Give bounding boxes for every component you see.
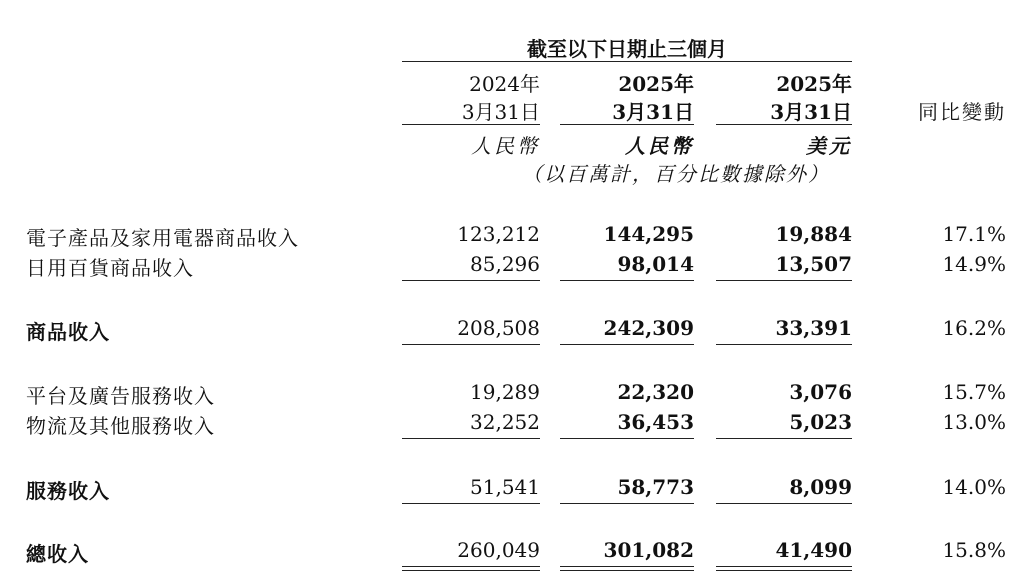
yoy-change-header: 同比變動 <box>918 100 1006 124</box>
cell-2025-rmb: 301,082 <box>603 538 694 562</box>
subtotal-rule <box>402 438 540 439</box>
cell-2024: 260,049 <box>457 538 540 562</box>
period-title: 截至以下日期止三個月 <box>527 37 727 61</box>
col-2025-usd-rule <box>716 124 852 125</box>
col-2025-usd-year: 2025年 <box>776 72 852 96</box>
cell-2025-rmb: 242,309 <box>603 316 694 340</box>
cell-2025-usd: 41,490 <box>775 538 852 562</box>
col-2025-usd-currency: 美元 <box>806 134 852 158</box>
cell-yoy: 14.0% <box>942 475 1006 499</box>
cell-yoy: 15.7% <box>942 380 1006 404</box>
row-label-logistics: 物流及其他服務收入 <box>26 414 215 438</box>
subtotal-rule <box>716 344 852 345</box>
cell-2024: 19,289 <box>470 380 540 404</box>
row-label-general-merchandise: 日用百貨商品收入 <box>26 256 194 280</box>
col-2025-rmb-rule <box>560 124 694 125</box>
cell-2025-usd: 33,391 <box>775 316 852 340</box>
subtotal-rule <box>560 344 694 345</box>
row-label-service-revenue: 服務收入 <box>26 479 110 503</box>
row-label-platform-ads: 平台及廣告服務收入 <box>26 384 215 408</box>
total-double-rule <box>402 566 540 571</box>
row-label-product-revenue: 商品收入 <box>26 320 110 344</box>
subtotal-rule <box>716 280 852 281</box>
cell-2024: 51,541 <box>470 475 540 499</box>
cell-yoy: 15.8% <box>942 538 1006 562</box>
col-2024-year: 2024年 <box>469 72 540 96</box>
col-2025-rmb-year: 2025年 <box>618 72 694 96</box>
cell-2025-rmb: 58,773 <box>617 475 694 499</box>
total-double-rule <box>716 566 852 571</box>
cell-2025-usd: 8,099 <box>789 475 852 499</box>
row-label-total-revenue: 總收入 <box>26 542 89 566</box>
col-2025-rmb-date: 3月31日 <box>612 100 694 124</box>
cell-yoy: 13.0% <box>942 410 1006 434</box>
cell-2025-usd: 3,076 <box>789 380 852 404</box>
cell-yoy: 17.1% <box>942 222 1006 246</box>
col-2025-usd-date: 3月31日 <box>770 100 852 124</box>
cell-2024: 85,296 <box>470 252 540 276</box>
cell-2025-rmb: 36,453 <box>617 410 694 434</box>
cell-2025-rmb: 98,014 <box>617 252 694 276</box>
subtotal-rule <box>560 438 694 439</box>
period-title-rule <box>402 61 852 62</box>
col-2024-currency: 人民幣 <box>471 134 540 158</box>
cell-yoy: 16.2% <box>942 316 1006 340</box>
cell-2025-rmb: 144,295 <box>603 222 694 246</box>
subtotal-rule <box>560 280 694 281</box>
unit-note: （以百萬計，百分比數據除外） <box>522 162 830 186</box>
cell-2024: 208,508 <box>457 316 540 340</box>
cell-yoy: 14.9% <box>942 252 1006 276</box>
col-2025-rmb-currency: 人民幣 <box>625 134 694 158</box>
cell-2025-rmb: 22,320 <box>617 380 694 404</box>
row-label-electronics: 電子產品及家用電器商品收入 <box>26 226 299 250</box>
subtotal-rule <box>560 503 694 504</box>
cell-2025-usd: 19,884 <box>775 222 852 246</box>
subtotal-rule <box>402 344 540 345</box>
cell-2025-usd: 13,507 <box>775 252 852 276</box>
subtotal-rule <box>402 280 540 281</box>
cell-2024: 32,252 <box>470 410 540 434</box>
cell-2025-usd: 5,023 <box>789 410 852 434</box>
col-2024-date: 3月31日 <box>461 100 540 124</box>
subtotal-rule <box>716 438 852 439</box>
subtotal-rule <box>402 503 540 504</box>
col-2024-rule <box>402 124 540 125</box>
total-double-rule <box>560 566 694 571</box>
subtotal-rule <box>716 503 852 504</box>
cell-2024: 123,212 <box>457 222 540 246</box>
